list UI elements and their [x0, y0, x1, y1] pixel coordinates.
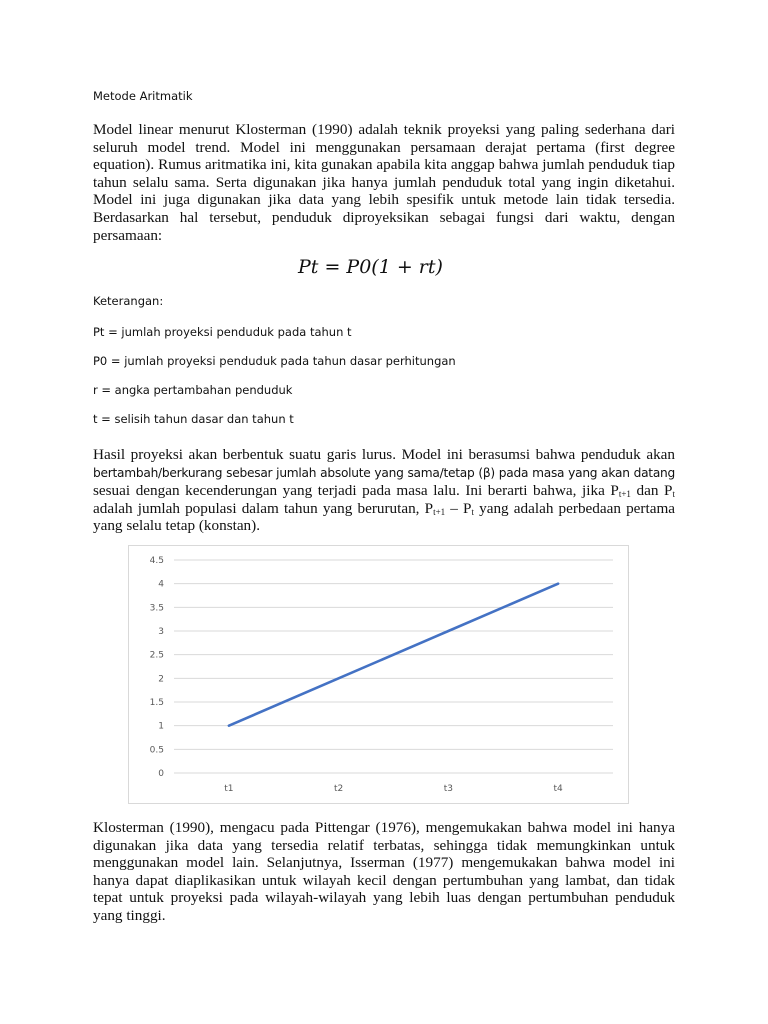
p2-text-3: dan P — [630, 482, 673, 500]
x-tick-label: t4 — [553, 784, 563, 794]
keterangan-item-t: t = selisih tahun dasar dan tahun t — [93, 412, 294, 426]
p2-sub-1: t+1 — [618, 489, 631, 500]
p2-text-1: Hasil proyeksi akan berbentuk suatu garis lurus. Model ini berasumsi bahwa penduduk akan — [93, 446, 675, 463]
y-tick-label: 1 — [158, 721, 164, 732]
paragraph-intro: Model linear menurut Klosterman (1990) adalah teknik proyeksi yang paling sederhana dari seluruh model trend. Model ini menggunakan persamaan derajat pertama (first degree equation). Rumus aritmatika ini, kita gunakan apabila kita anggap bahwa jumlah penduduk tiap tahun selalu sama. Serta digunakan jika hanya jumlah penduduk total yang ingin diketahui. Model ini juga digunakan jika data yang lebih spesifik untuk metode lain tidak tersedia. Berdasarkan hal tersebut, penduduk diproyeksikan sebagai fungsi dari waktu, dengan persamaan: — [93, 121, 675, 244]
p2-sub-2: t — [672, 489, 676, 500]
keterangan-title: Keterangan: — [93, 294, 164, 308]
p2-sub-3: t+1 — [433, 506, 446, 517]
p2-text-5: – P — [445, 499, 472, 517]
line-chart — [128, 545, 629, 804]
formula: Pt = P0(1 + rt) — [298, 256, 443, 278]
paragraph-projection — [93, 446, 675, 535]
p2-text-4: adalah jumlah populasi dalam tahun yang berurutan, P — [93, 499, 434, 517]
keterangan-item-pt: Pt = jumlah proyeksi penduduk pada tahun t — [93, 325, 352, 339]
y-tick-label: 1.5 — [149, 698, 164, 708]
p2-text-sans: bertambah/berkurang sebesar jumlah absolute yang sama/tetap (β) pada masa yang akan datang — [93, 465, 675, 480]
y-tick-label: 2 — [158, 674, 164, 685]
x-tick-label: t3 — [443, 784, 454, 794]
y-tick-label: 0.5 — [149, 745, 164, 756]
line-chart-svg — [129, 546, 628, 803]
x-tick-label: t1 — [224, 784, 234, 794]
y-tick-label: 4.5 — [149, 556, 164, 566]
y-tick-label: 3 — [158, 627, 164, 637]
y-tick-label: 4 — [158, 579, 164, 590]
paragraph-klosterman: Klosterman (1990), mengacu pada Pittengar (1976), mengemukakan bahwa model ini hanya digunakan jika data yang tersedia relatif terbatas, sehingga tidak memungkinkan untuk menggunakan model lain. Selanjutnya, Isserman (1977) mengemukakan bahwa model ini hanya dapat diaplikasikan untuk wilayah kecil dengan pertumbuhan yang lambat, dan tidak tepat untuk proyeksi pada wilayah-wilayah yang lebih luas dengan pertumbuhan penduduk yang tinggi. — [93, 819, 675, 924]
p2-sub-4: t — [471, 506, 474, 517]
section-heading: Metode Aritmatik — [93, 89, 193, 103]
p2-text-6: yang adalah perbedaan pertama yang selalu tetap (konstan). — [93, 499, 675, 535]
y-tick-label: 3.5 — [149, 603, 164, 614]
y-tick-label: 0 — [158, 769, 164, 779]
p2-text-2: sesuai dengan kecenderungan yang terjadi pada masa lalu. Ini berarti bahwa, jika P — [93, 482, 619, 500]
y-tick-label: 2.5 — [149, 650, 164, 661]
x-tick-label: t2 — [333, 784, 344, 794]
keterangan-item-p0: P0 = jumlah proyeksi penduduk pada tahun dasar perhitungan — [93, 354, 456, 368]
keterangan-item-r: r = angka pertambahan penduduk — [93, 383, 293, 397]
